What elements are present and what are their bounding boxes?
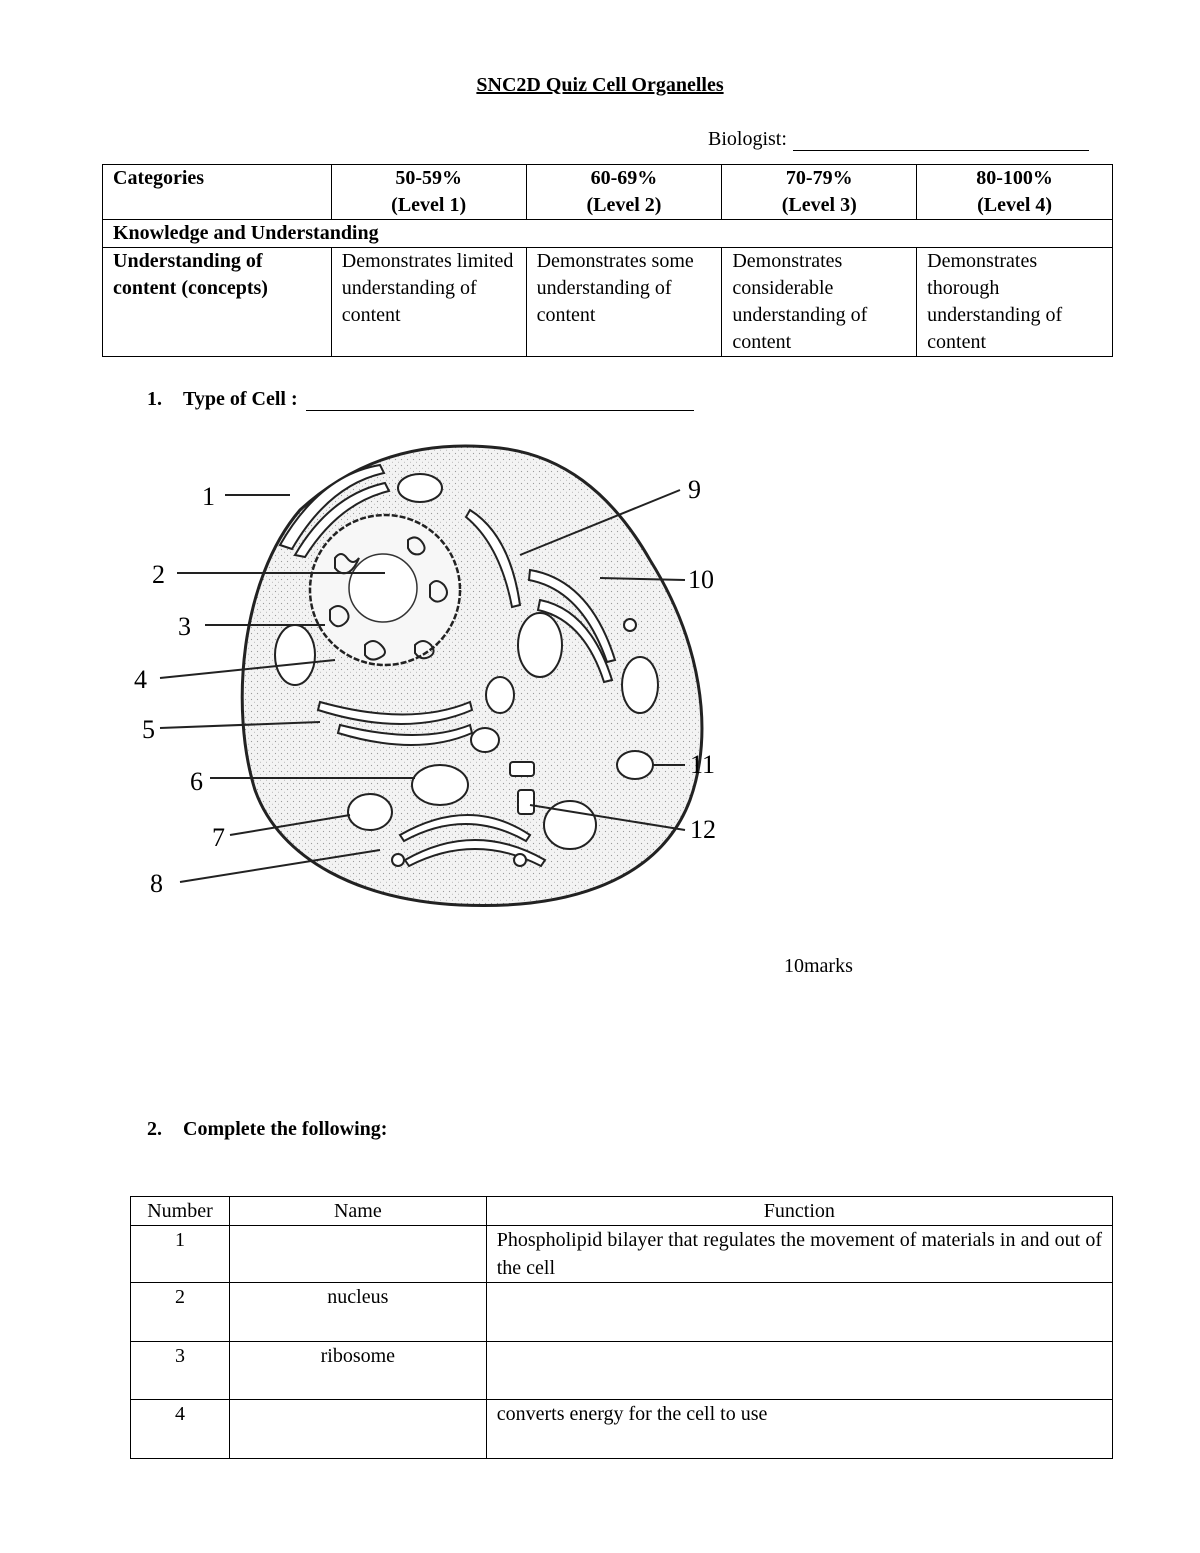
animal-cell-diagram (130, 440, 740, 920)
diagram-label: 7 (212, 823, 225, 852)
rubric-section: Knowledge and Understanding (103, 220, 1113, 248)
diagram-label: 11 (690, 750, 716, 779)
table-row (131, 1342, 1113, 1400)
organelle-name-cell[interactable] (229, 1226, 486, 1283)
function-cell: converts energy for the cell to use (486, 1400, 1112, 1459)
table-row (131, 1283, 1113, 1342)
rubric-cell: Demonstrates limited understanding of content (331, 248, 526, 357)
function-cell[interactable] (486, 1342, 1112, 1400)
row-number: 2 (131, 1283, 230, 1342)
column-header: Name (229, 1197, 486, 1226)
diagram-label: 10 (688, 565, 714, 594)
rubric-cell: Demonstrates thorough understanding of content (917, 248, 1113, 357)
cell-type-blank[interactable] (306, 390, 694, 411)
organelle-name-cell: nucleus (229, 1283, 486, 1342)
question-2: 2. Complete the following: (147, 1118, 388, 1140)
biologist-label: Biologist: (708, 128, 787, 150)
organelle-name-cell: ribosome (229, 1342, 486, 1400)
rubric-cell: Demonstrates some understanding of content (526, 248, 722, 357)
row-number: 4 (131, 1400, 230, 1459)
row-number: 3 (131, 1342, 230, 1400)
function-table-header (131, 1197, 1113, 1226)
table-row (131, 1226, 1113, 1283)
function-table (130, 1196, 1113, 1459)
biologist-blank[interactable] (793, 130, 1089, 151)
rubric-row-label: Understanding of content (concepts) (103, 248, 332, 357)
rubric-header: Categories (103, 165, 332, 220)
organelle-name-cell[interactable] (229, 1400, 486, 1459)
diagram-label: 5 (142, 715, 155, 744)
rubric-header: 60-69% (Level 2) (526, 165, 722, 220)
biologist-field (708, 128, 1089, 151)
nucleus (310, 515, 460, 665)
function-cell: Phospholipid bilayer that regulates the movement of materials in and out of the cell (486, 1226, 1112, 1283)
rubric-criteria-row (103, 248, 1113, 357)
rubric-table (102, 164, 1113, 357)
rubric-header-row (103, 165, 1113, 220)
rubric-header: 50-59% (Level 1) (331, 165, 526, 220)
marks-label: 10marks (784, 955, 853, 977)
function-cell[interactable] (486, 1283, 1112, 1342)
diagram-label: 4 (134, 665, 147, 694)
diagram-label: 8 (150, 869, 163, 898)
column-header: Number (131, 1197, 230, 1226)
rubric-header: 80-100% (Level 4) (917, 165, 1113, 220)
question-1-text: Type of Cell : (183, 388, 298, 410)
row-number: 1 (131, 1226, 230, 1283)
diagram-label: 3 (178, 612, 191, 641)
column-header: Function (486, 1197, 1112, 1226)
diagram-label: 1 (202, 482, 215, 511)
question-1: 1. Type of Cell : (147, 388, 694, 411)
diagram-label: 6 (190, 767, 203, 796)
rubric-cell: Demonstrates considerable understanding of content (722, 248, 917, 357)
diagram-label: 9 (688, 475, 701, 504)
diagram-label: 12 (690, 815, 716, 844)
table-row (131, 1400, 1113, 1459)
diagram-label: 2 (152, 560, 165, 589)
question-2-text: Complete the following: (183, 1118, 388, 1140)
rubric-header: 70-79% (Level 3) (722, 165, 917, 220)
page-title: SNC2D Quiz Cell Organelles (476, 74, 724, 96)
